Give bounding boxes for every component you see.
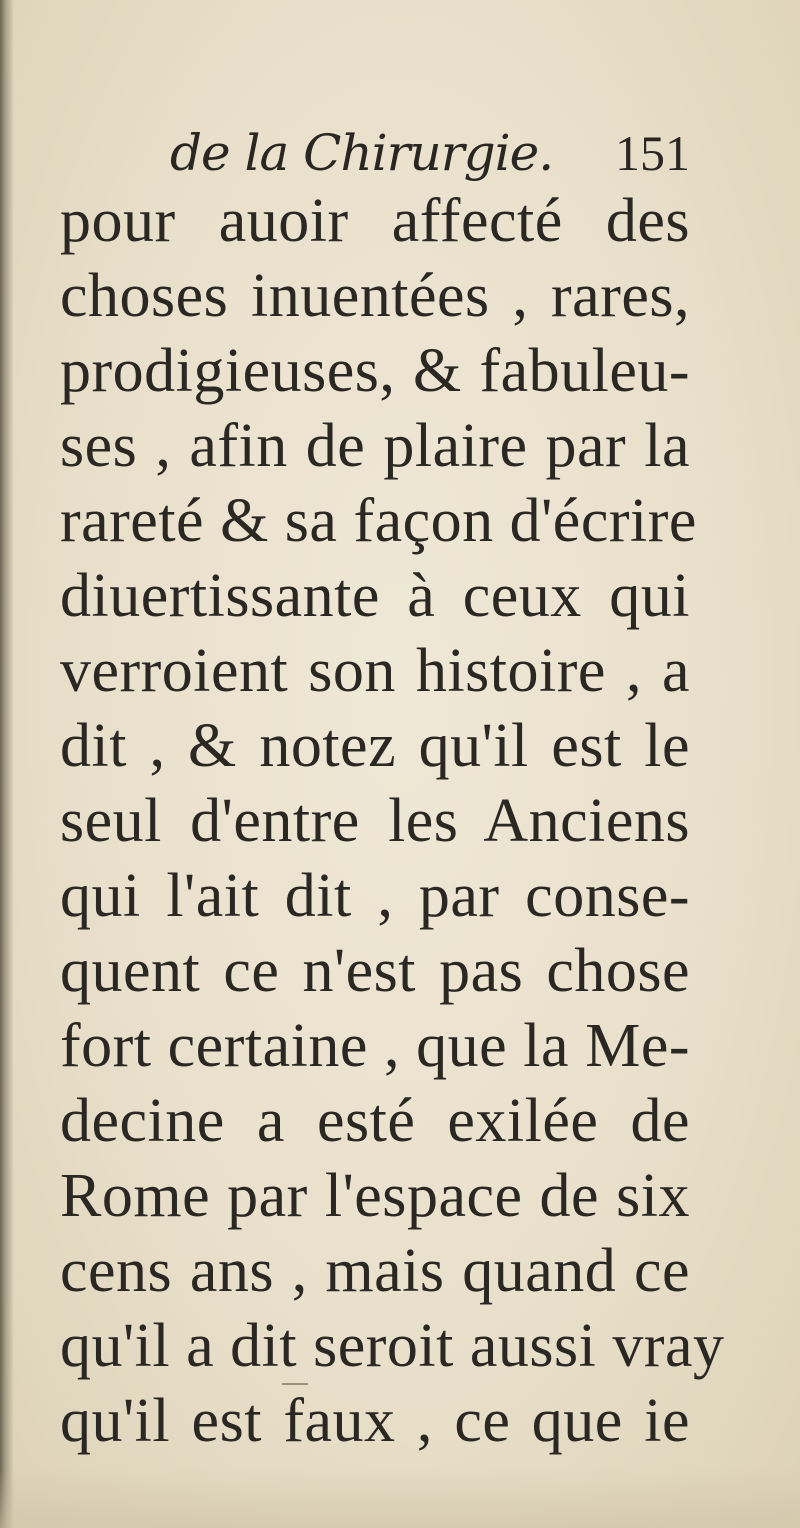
text-line: prodigieuses, & fabuleu- [60,337,690,405]
text-line: Rome par l'espace de six [60,1162,690,1230]
text-line: choses inuentées , rares, [60,262,690,330]
body-text [60,184,725,1459]
text-line: ses , afin de plaire par la [60,412,690,480]
text-line: seul d'entre les Anciens [60,787,690,855]
text-line: qu'il est faux , ce que ie [60,1387,690,1455]
text-line: rareté & sa façon d'écrire [60,487,697,555]
page-number: 151 [615,125,690,181]
text-line: fort certaine , que la Me- [60,1012,690,1080]
text-line: quent ce n'est pas chose [60,937,690,1005]
bottom-ink-mark [282,1383,308,1385]
page-edge-shade [0,1468,800,1528]
text-line: qu'il a dit seroit aussi vray [60,1312,725,1380]
text-line: diuertissante à ceux qui [60,562,690,630]
text-line: dit , & notez qu'il est le [60,712,690,780]
text-line: cens ans , mais quand ce [60,1237,690,1305]
running-head-title: de la Chirurgie. [170,124,554,182]
text-line: pour auoir affecté des [60,187,690,255]
text-line: qui l'ait dit , par conse- [60,862,690,930]
text-line: decine a esté exilée de [60,1087,690,1155]
running-head [170,118,690,188]
text-line: verroient son histoire , a [60,637,690,705]
gutter-shadow [0,0,14,1528]
